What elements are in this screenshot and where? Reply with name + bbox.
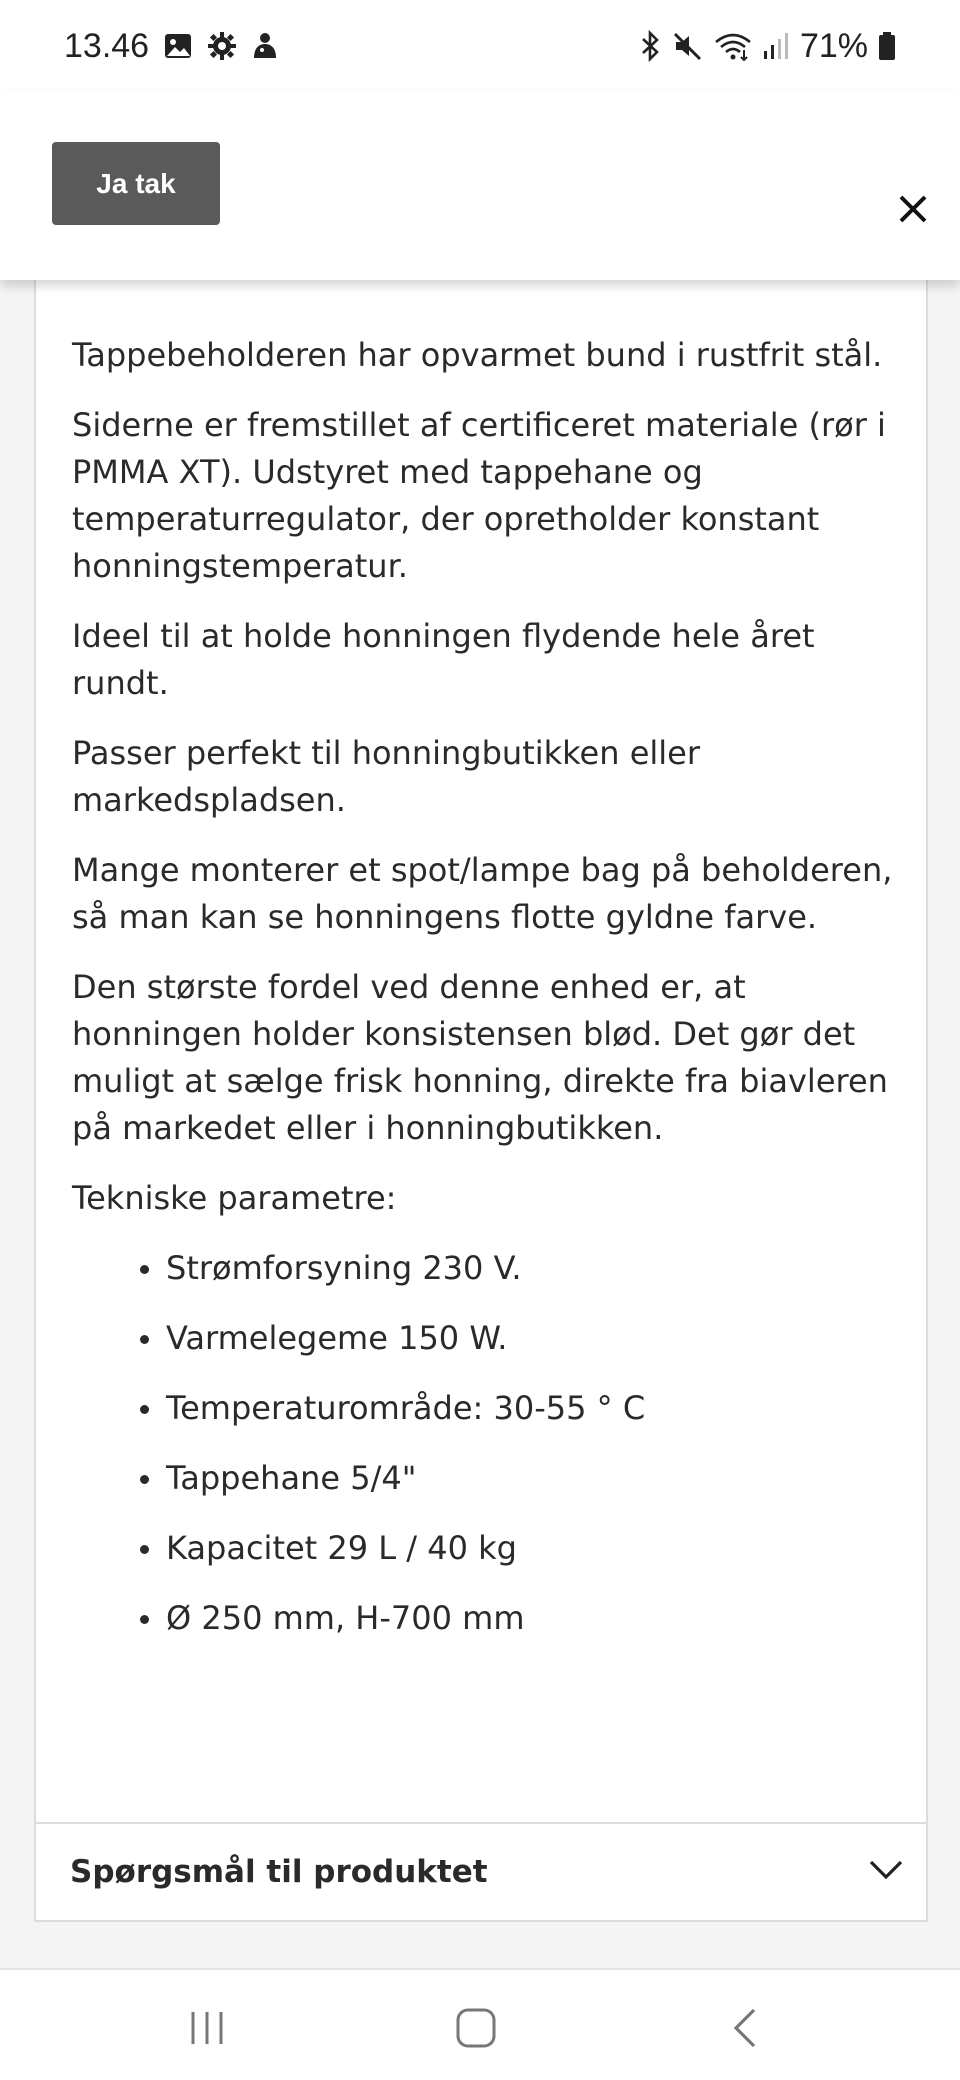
back-icon[interactable] — [710, 1998, 780, 2058]
accordion-title: Spørgsmål til produktet — [70, 1854, 488, 1890]
accept-cookies-button[interactable]: Ja tak — [52, 142, 220, 225]
status-bar — [0, 0, 960, 92]
spec-item: Strømforsyning 230 V. — [72, 1245, 902, 1292]
description-paragraph: Passer perfekt til honningbutikken eller markedspladsen. — [72, 734, 700, 819]
spec-item: Ø 250 mm, H-700 mm — [72, 1595, 902, 1642]
notification-app-icon — [251, 31, 279, 61]
description-paragraph: Tappebeholderen har opvarmet bund i rustfrit stål. — [72, 336, 883, 374]
navigation-bar — [0, 1968, 960, 2080]
specs-list — [72, 1245, 902, 1642]
spec-item: Kapacitet 29 L / 40 kg — [72, 1525, 902, 1572]
wifi-icon — [714, 30, 752, 62]
battery-percent: 71% — [799, 26, 868, 65]
spec-item: Varmelegeme 150 W. — [72, 1315, 902, 1362]
home-icon[interactable] — [441, 1998, 511, 2058]
chevron-down-icon — [868, 1859, 904, 1886]
specs-heading: Tekniske parametre: — [72, 1179, 397, 1217]
product-description — [72, 332, 902, 1665]
battery-icon — [878, 31, 896, 61]
status-right — [638, 27, 896, 66]
spec-item: Tappehane 5/4" — [72, 1455, 902, 1502]
product-description-card — [34, 280, 928, 1922]
recent-apps-icon[interactable] — [172, 1998, 242, 2058]
bluetooth-icon — [638, 30, 662, 62]
gear-icon — [207, 31, 237, 61]
description-paragraph: Siderne er fremstillet af certificeret materiale (rør i PMMA XT). Udstyret med tappehane og temperaturregulator, der opretholder konstant honningstemperatur. — [72, 406, 886, 585]
signal-icon — [762, 31, 790, 61]
questions-accordion[interactable] — [36, 1822, 926, 1920]
description-paragraph: Ideel til at holde honningen flydende hele året rundt. — [72, 617, 815, 702]
description-paragraph: Mange monterer et spot/lampe bag på beholderen, så man kan se honningens flotte gyldne farve. — [72, 851, 893, 936]
close-icon[interactable] — [892, 188, 934, 230]
image-icon — [163, 31, 193, 61]
status-left — [64, 27, 279, 66]
spec-item: Temperaturområde: 30-55 ° C — [72, 1385, 902, 1432]
status-time: 13.46 — [64, 26, 150, 65]
mute-icon — [672, 30, 704, 62]
cookie-consent-bar — [0, 92, 960, 280]
description-paragraph: Den største fordel ved denne enhed er, at honningen holder konsistensen blød. Det gør det muligt at sælge frisk honning, direkte fra biavleren på markedet eller i honningbutikken. — [72, 968, 888, 1147]
